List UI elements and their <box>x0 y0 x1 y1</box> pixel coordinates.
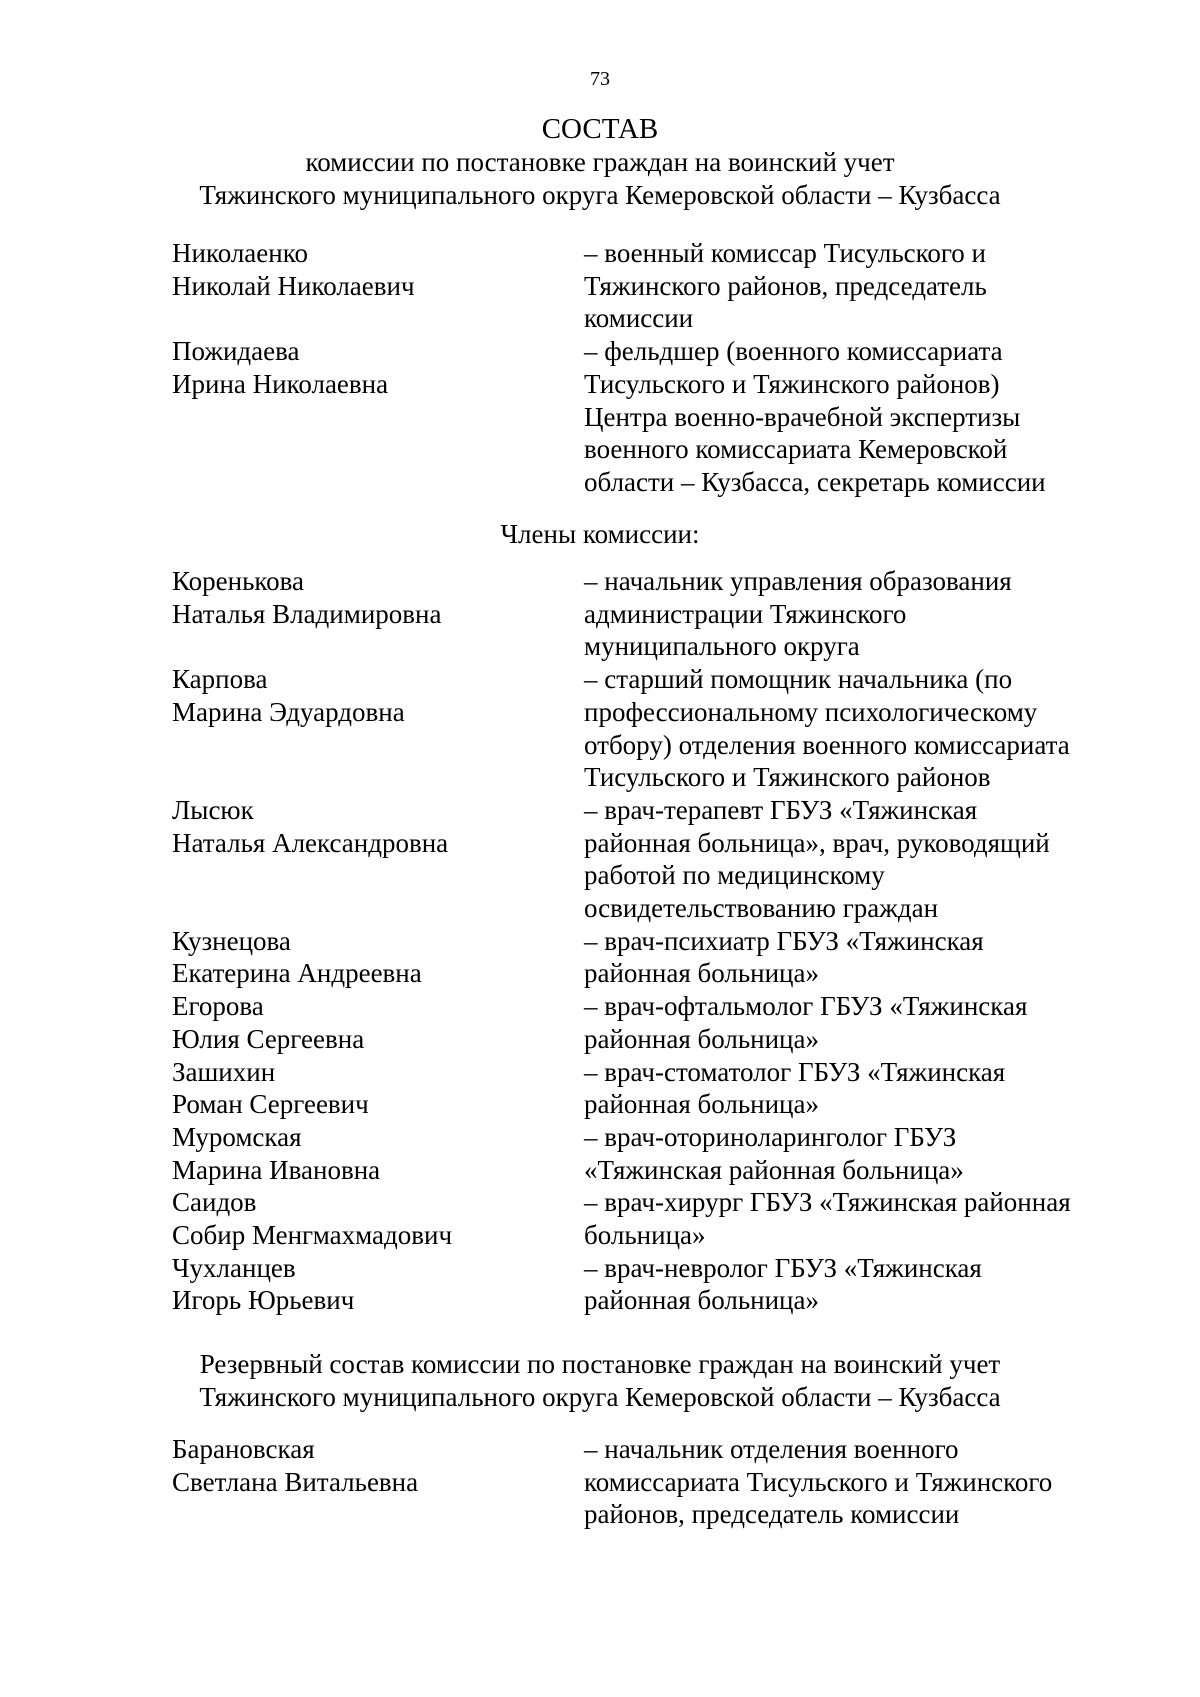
person-duty <box>584 237 1112 335</box>
person-name <box>172 1186 584 1251</box>
roster-entry <box>172 1186 1112 1251</box>
duty-line: области – Кузбасса, секретарь комиссии <box>584 466 1046 497</box>
duty-line: – врач-психиатр ГБУЗ «Тяжинская <box>584 925 984 956</box>
duty-line: – врач-стоматолог ГБУЗ «Тяжинская <box>584 1056 1006 1087</box>
title-line-1: комиссии по постановке граждан на воинский учет <box>305 147 895 177</box>
members-list <box>172 565 1112 1317</box>
person-duty <box>584 1433 1112 1531</box>
given-names: Николай Николаевич <box>172 270 415 301</box>
duty-line: профессиональному психологическому <box>584 696 1038 727</box>
roster-entry <box>172 237 1112 335</box>
duty-line: – врач-терапевт ГБУЗ «Тяжинская <box>584 794 978 825</box>
title-heading: СОСТАВ <box>541 113 659 145</box>
duty-line: районная больница» <box>584 958 819 989</box>
person-duty <box>584 1186 1112 1251</box>
given-names: Игорь Юрьевич <box>172 1285 355 1316</box>
roster-entry <box>172 1433 1112 1531</box>
duty-line: Тяжинского районов, председатель <box>584 270 987 301</box>
duty-line: муниципального округа <box>584 631 860 662</box>
given-names: Роман Сергеевич <box>172 1089 369 1120</box>
given-names: Собир Менгмахмадович <box>172 1220 453 1251</box>
duty-line: больница» <box>584 1220 706 1251</box>
duty-line: – старший помощник начальника (по <box>584 664 1013 695</box>
roster-entry <box>172 565 1112 663</box>
given-names: Наталья Александровна <box>172 827 449 858</box>
reserve-list <box>172 1433 1112 1531</box>
surname: Саидов <box>172 1187 257 1218</box>
duty-line: администрации Тяжинского <box>584 598 907 629</box>
surname: Чухланцев <box>172 1252 296 1283</box>
roster-entry <box>172 1252 1112 1317</box>
duty-line: районная больница», врач, руководящий <box>584 827 1050 858</box>
duty-line: районная больница» <box>584 1089 819 1120</box>
given-names: Юлия Сергеевна <box>172 1023 365 1054</box>
person-name <box>172 1433 584 1531</box>
roster-entry <box>172 663 1112 794</box>
reserve-heading-line-1: Резервный состав комиссии по постановке граждан на воинский учет <box>199 1349 1001 1379</box>
duty-line: – начальник отделения военного <box>584 1434 959 1464</box>
roster-entry <box>172 990 1112 1055</box>
duty-line: – начальник управления образования <box>584 566 1012 596</box>
person-name <box>172 794 584 925</box>
person-duty <box>584 1121 1112 1186</box>
given-names: Светлана Витальевна <box>172 1466 419 1497</box>
person-duty <box>584 1056 1112 1121</box>
title-line-2: Тяжинского муниципального округа Кемеровской области – Кузбасса <box>199 180 1001 210</box>
duty-line: отбору) отделения военного комиссариата <box>584 729 1070 760</box>
surname: Пожидаева <box>172 336 300 367</box>
surname: Егорова <box>172 991 264 1022</box>
page-number: 73 <box>590 68 610 90</box>
duty-line: работой по медицинскому <box>584 860 885 891</box>
document-title <box>0 113 1200 212</box>
person-duty <box>584 794 1112 925</box>
person-duty <box>584 990 1112 1055</box>
duty-line: – фельдшер (военного комиссариата <box>584 336 1003 367</box>
duty-line: – врач-хирург ГБУЗ «Тяжинская районная <box>584 1187 1071 1218</box>
given-names: Марина Эдуардовна <box>172 696 405 727</box>
duty-line: освидетельствованию граждан <box>584 893 939 924</box>
duty-line: военного комиссариата Кемеровской <box>584 434 1008 465</box>
surname: Лысюк <box>172 794 254 825</box>
given-names: Екатерина Андреевна <box>172 958 422 989</box>
duty-line: районов, председатель комиссии <box>584 1499 960 1530</box>
duty-line: комиссии <box>584 303 694 334</box>
duty-line: районная больница» <box>584 1285 819 1316</box>
reserve-heading <box>0 1348 1200 1414</box>
duty-line: «Тяжинская районная больница» <box>584 1154 964 1185</box>
roster-entry <box>172 925 1112 990</box>
person-duty <box>584 565 1112 663</box>
surname: Николаенко <box>172 238 308 268</box>
given-names: Ирина Николаевна <box>172 368 389 399</box>
surname: Муромская <box>172 1121 302 1152</box>
duty-line: – врач-офтальмолог ГБУЗ «Тяжинская <box>584 991 1028 1022</box>
duty-line: Тисульского и Тяжинского районов <box>584 762 991 793</box>
given-names: Марина Ивановна <box>172 1154 381 1185</box>
members-heading: Члены комиссии: <box>500 519 700 549</box>
surname: Зашихин <box>172 1056 276 1087</box>
roster-entry <box>172 794 1112 925</box>
duty-line: – врач-оториноларинголог ГБУЗ <box>584 1121 957 1152</box>
duty-line: – врач-невролог ГБУЗ «Тяжинская <box>584 1252 982 1283</box>
roster-entry <box>172 335 1112 499</box>
duty-line: районная больница» <box>584 1023 819 1054</box>
reserve-heading-line-2: Тяжинского муниципального округа Кемеровской области – Кузбасса <box>199 1382 1001 1412</box>
roster-entry <box>172 1121 1112 1186</box>
person-name <box>172 990 584 1055</box>
person-name <box>172 925 584 990</box>
duty-line: комиссариата Тисульского и Тяжинского <box>584 1466 1053 1497</box>
person-name <box>172 1252 584 1317</box>
surname: Карпова <box>172 664 268 695</box>
person-name <box>172 237 584 335</box>
person-name <box>172 1121 584 1186</box>
duty-line: Тисульского и Тяжинского районов) <box>584 368 1000 399</box>
roster-entry <box>172 1056 1112 1121</box>
duty-line: Центра военно-врачебной экспертизы <box>584 401 1021 432</box>
surname: Барановская <box>172 1434 315 1464</box>
leadership-list <box>172 237 1112 499</box>
person-duty <box>584 335 1112 499</box>
duty-line: – военный комиссар Тисульского и <box>584 238 986 268</box>
person-duty <box>584 1252 1112 1317</box>
person-name <box>172 1056 584 1121</box>
person-name <box>172 335 584 499</box>
surname: Коренькова <box>172 566 305 596</box>
person-duty <box>584 925 1112 990</box>
person-name <box>172 565 584 663</box>
person-name <box>172 663 584 794</box>
given-names: Наталья Владимировна <box>172 598 442 629</box>
person-duty <box>584 663 1112 794</box>
surname: Кузнецова <box>172 925 291 956</box>
